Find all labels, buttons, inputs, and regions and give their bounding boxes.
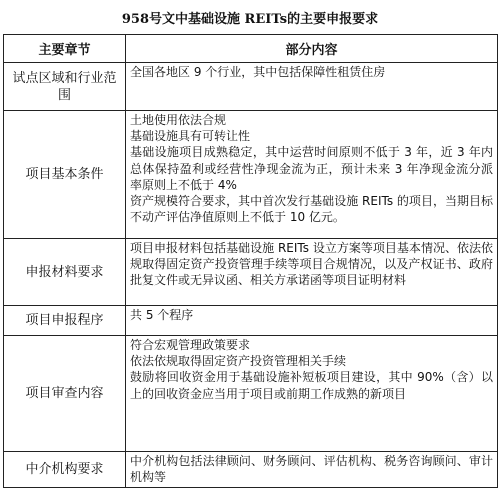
row-content: [126, 239, 498, 306]
table-row: [4, 239, 498, 306]
requirements-table: [3, 34, 498, 488]
content-line: 基础设施项目成熟稳定，其中运营时间原则不低于 3 年，近 3 年内总体保持盈利或经营性净现金流为正，预计未来 3 年净现金流分派率原则上不低于 4%: [130, 145, 493, 192]
content-line: 中介机构包括法律顾问、财务顾问、评估机构、税务咨询顾问、审计机构等: [130, 454, 493, 485]
row-category: 项目基本条件: [4, 111, 126, 239]
content-line: 鼓励将回收资金用于基础设施补短板项目建设，其中 90%（含）以上的回收资金应当用于项目或前期工作成熟的新项目: [130, 370, 493, 401]
row-content: [126, 306, 498, 336]
content-line: 全国各地区 9 个行业，其中包括保障性租赁住房: [130, 65, 386, 79]
header-content: 部分内容: [126, 35, 498, 63]
table-row: [4, 452, 498, 488]
content-line: 共 5 个程序: [130, 308, 194, 322]
table-row: [4, 336, 498, 452]
header-chapter: 主要章节: [4, 35, 126, 63]
table-row: [4, 306, 498, 336]
table-row: [4, 63, 498, 111]
row-content: [126, 452, 498, 488]
row-category: 中介机构要求: [4, 452, 126, 488]
row-category: 试点区域和行业范围: [4, 63, 126, 111]
row-content: [126, 336, 498, 452]
table-row: [4, 111, 498, 239]
content-line: 基础设施具有可转让性: [130, 129, 251, 144]
content-line: 资产规模符合要求，其中首次发行基础设施 REITs 的项目，当期目标不动产评估净值原则上不低于 10 亿元。: [130, 194, 493, 225]
row-content: [126, 63, 498, 111]
content-line: 依法依规取得固定资产投资管理相关手续: [130, 354, 347, 369]
row-content: [126, 111, 498, 239]
content-line: 项目申报材料包括基础设施 REITs 设立方案等项目基本情况、依法依规取得固定资产投资管理手续等项目合规情况，以及产权证书、政府批复文件或无异议函、相关方承诺函等项目证明材料: [130, 241, 493, 288]
row-category: 申报材料要求: [4, 239, 126, 306]
row-category: 项目审查内容: [4, 336, 126, 452]
content-line: 土地使用依法合规: [130, 113, 227, 127]
content-line: 符合宏观管理政策要求: [130, 338, 251, 352]
table-header-row: [4, 35, 498, 63]
row-category: 项目申报程序: [4, 306, 126, 336]
document-title: 958号文中基础设施 REITs的主要申报要求: [121, 12, 379, 27]
